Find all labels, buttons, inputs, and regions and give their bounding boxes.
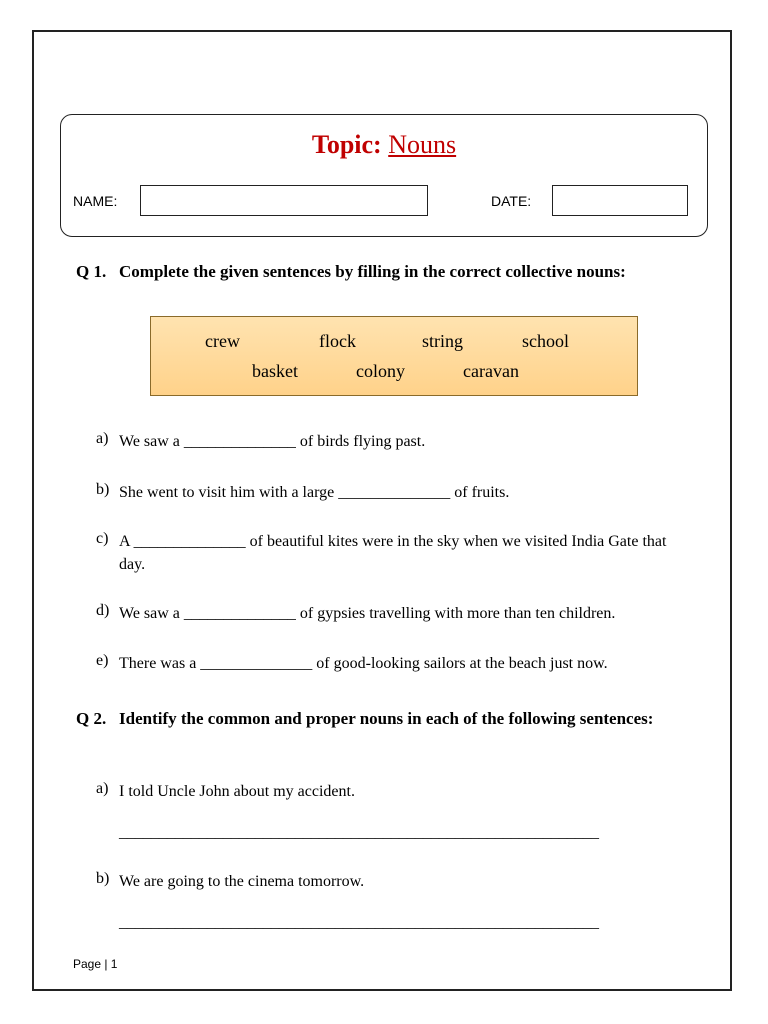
- word-bank-word: caravan: [463, 361, 519, 381]
- answer-line[interactable]: ____________________________________________________________: [119, 914, 599, 931]
- q1-item-letter: e): [96, 652, 109, 669]
- q2-item-text: I told Uncle John about my accident.: [119, 783, 355, 800]
- name-label: NAME:: [73, 193, 118, 209]
- q1-item-text: We saw a ______________ of gypsies travelling with more than ten children.: [119, 605, 616, 622]
- word-bank-word: crew: [205, 331, 240, 351]
- word-bank: [150, 316, 638, 396]
- page-number: Page | 1: [73, 957, 118, 971]
- q1-item-letter: c): [96, 530, 109, 547]
- q1-number: Q 1.: [76, 262, 107, 281]
- word-bank-word: basket: [252, 361, 298, 381]
- name-field[interactable]: [140, 185, 428, 216]
- q1-item-text: We saw a ______________ of birds flying past.: [119, 433, 426, 450]
- q1-item-text: A ______________ of beautiful kites were in the sky when we visited India Gate that day.: [119, 533, 667, 573]
- q2-number: Q 2.: [76, 709, 107, 728]
- date-label: DATE:: [491, 193, 532, 209]
- word-bank-word: flock: [319, 331, 356, 351]
- word-bank-word: colony: [356, 361, 405, 381]
- q1-item-letter: a): [96, 430, 109, 447]
- word-bank-word: string: [422, 331, 464, 351]
- q1-item-text: She went to visit him with a large ______________ of fruits.: [119, 484, 510, 501]
- page-title: [0, 130, 768, 160]
- date-field[interactable]: [552, 185, 688, 216]
- q1-instruction: Complete the given sentences by filling in the correct collective nouns:: [119, 262, 626, 281]
- word-bank-word: school: [522, 331, 569, 351]
- q2-item-letter: a): [96, 780, 109, 797]
- q2-item-text: We are going to the cinema tomorrow.: [119, 873, 365, 890]
- topic-label: Topic:: [311, 130, 382, 159]
- q1-item-letter: b): [96, 481, 110, 498]
- answer-line[interactable]: ____________________________________________________________: [119, 824, 599, 841]
- q1-item-text: There was a ______________ of good-looking sailors at the beach just now.: [119, 655, 608, 672]
- topic-value: Nouns: [388, 130, 457, 159]
- q1-item-letter: d): [96, 602, 110, 619]
- q2-instruction: Identify the common and proper nouns in each of the following sentences:: [119, 709, 654, 728]
- q2-item-letter: b): [96, 870, 110, 887]
